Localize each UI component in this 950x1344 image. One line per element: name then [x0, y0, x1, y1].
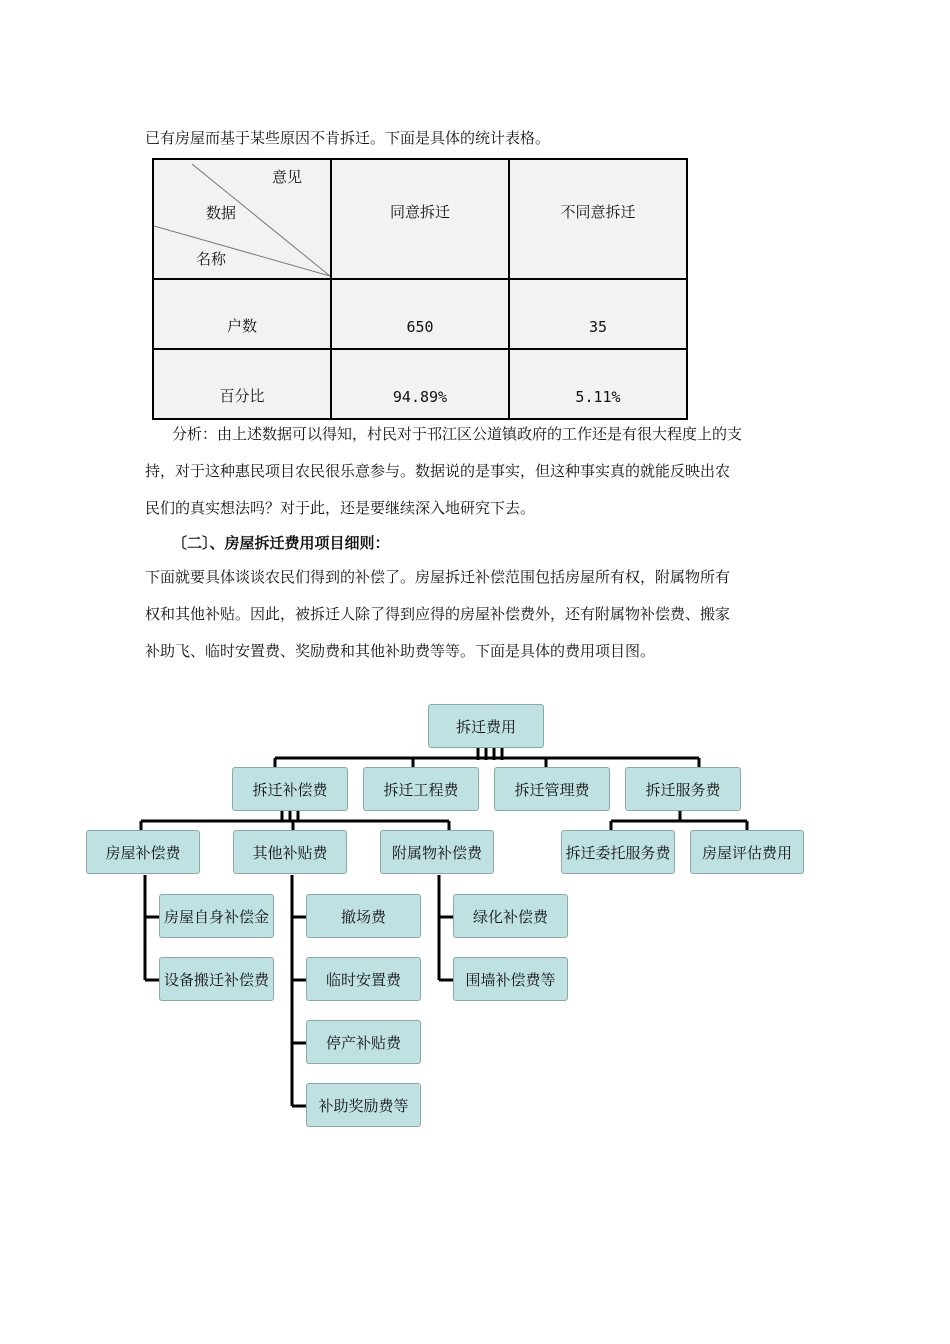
node-temp-housing: 临时安置费 [306, 957, 421, 1001]
body-line-2: 权和其他补贴。因此，被拆迁人除了得到应得的房屋补偿费外，还有附属物补偿费、搬家 [145, 605, 731, 623]
header-name: 名称 [196, 250, 227, 268]
section-heading: 〔二〕、房屋拆迁费用项目细则： [172, 534, 390, 552]
node-reward: 补助奖励费等 [306, 1083, 421, 1127]
analysis-line-3: 民们的真实想法吗？对于此，还是要继续深入地研究下去。 [145, 499, 536, 517]
analysis-line-1: 分析：由上述数据可以得知，村民对于邗江区公道镇政府的工作还是有很大程度上的支 [172, 425, 743, 443]
node-entrust-service: 拆迁委托服务费 [561, 830, 675, 874]
row-label-households: 户数 [153, 279, 331, 349]
analysis-line-2: 持，对于这种惠民项目农民很乐意参与。数据说的是事实，但这种事实真的就能反映出农 [145, 462, 731, 480]
percent-agree: 94.89% [331, 349, 509, 419]
node-service: 拆迁服务费 [625, 767, 741, 811]
node-house-self: 房屋自身补偿金 [159, 894, 274, 938]
node-greening: 绿化补偿费 [453, 894, 568, 938]
header-opinion: 意见 [272, 168, 303, 186]
node-management: 拆迁管理费 [494, 767, 610, 811]
body-line-3: 补助飞、临时安置费、奖励费和其他补助费等等。下面是具体的费用项目图。 [145, 642, 656, 660]
node-engineering: 拆迁工程费 [363, 767, 479, 811]
node-compensation: 拆迁补偿费 [232, 767, 348, 811]
percent-disagree: 5.11% [509, 349, 687, 419]
node-production-stop: 停产补贴费 [306, 1020, 421, 1064]
node-attachment-comp: 附属物补偿费 [380, 830, 494, 874]
node-equipment-move: 设备搬迁补偿费 [159, 957, 274, 1001]
node-wall: 围墙补偿费等 [453, 957, 568, 1001]
col-header-agree: 同意拆迁 [331, 159, 509, 279]
row-label-percent: 百分比 [153, 349, 331, 419]
node-site-clearance: 撤场费 [306, 894, 421, 938]
node-appraisal: 房屋评估费用 [690, 830, 804, 874]
households-agree: 650 [331, 279, 509, 349]
node-root: 拆迁费用 [428, 704, 544, 748]
households-disagree: 35 [509, 279, 687, 349]
header-data: 数据 [206, 204, 237, 222]
node-house-comp: 房屋补偿费 [86, 830, 200, 874]
intro-line: 已有房屋而基于某些原因不肯拆迁。下面是具体的统计表格。 [145, 129, 551, 147]
col-header-disagree: 不同意拆迁 [509, 159, 687, 279]
node-other-subsidy: 其他补贴费 [233, 830, 347, 874]
body-line-1: 下面就要具体谈谈农民们得到的补偿了。房屋拆迁补偿范围包括房屋所有权，附属物所有 [145, 568, 731, 586]
